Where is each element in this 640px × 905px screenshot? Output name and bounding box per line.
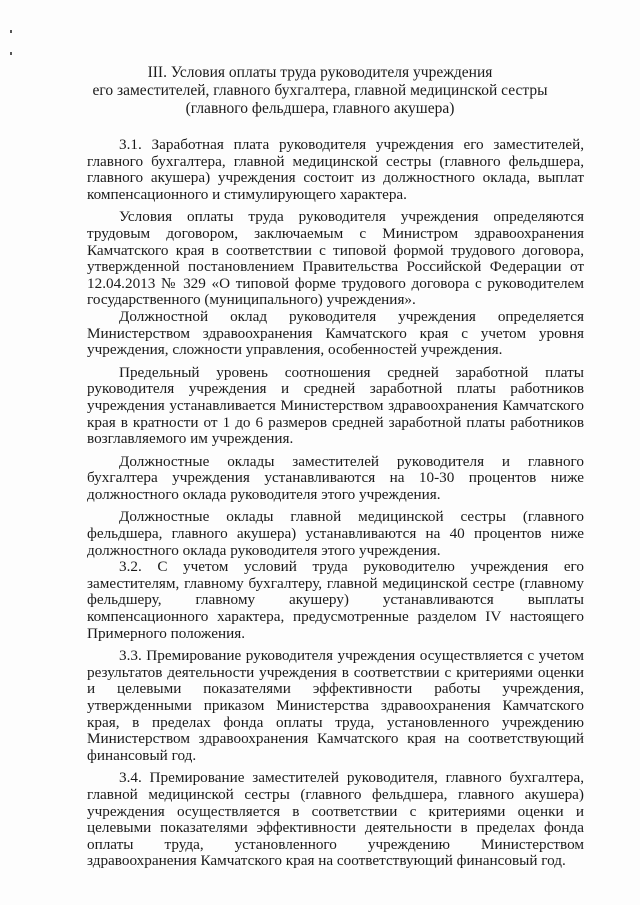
scan-speck [10,52,12,55]
document-body [87,137,584,870]
paragraph-salary-ratio: Предельный уровень соотношения средней заработной платы руководителя учреждения и средней заработной платы работников учреждения устанавливается Министерством здравоохранения Камчатского края в кратности от 1 до 6 размеров средней заработной платы работников возглавляемого им учреждения. [87,363,584,448]
paragraph-3-2: 3.2. С учетом условий труда руководителю учреждения его заместителям, главному бухгалтеру, главной медицинской сестре (главному фельдшеру, главному акушеру) устанавливаются выплаты компенсационного характера, предусмотренные разделом IV настоящего Примерного положения. [87,558,584,642]
section-heading-line: его заместителей, главного бухгалтера, главной медицинской сестры [92,82,548,99]
scan-speck [10,30,12,33]
paragraph-3-4: 3.4. Премирование заместителей руководителя, главного бухгалтера, главной медицинской сестры (главного фельдшера, главного акушера) учреждения осуществляется в соответствии с критериями оценки и целевыми показателями эффективности деятельности в пределах фонда оплаты труда, установленного учреждению Министерством здравоохранения Камчатского края на соответствующий финансовый год. [87,769,584,870]
paragraph-nurse-salary: Должностные оклады главной медицинской сестры (главного фельдшера, главного акушера) устанавливаются на 40 процентов ниже должностного оклада руководителя этого учреждения. [87,508,584,559]
section-heading [70,64,570,118]
paragraph-3-3: 3.3. Премирование руководителя учреждения осуществляется с учетом результатов деятельности учреждения в соответствии с критериями оценки и целевыми показателями эффективности работы учреждения, утвержденными приказом Министерства здравоохранения Камчатского края, в пределах фонда оплаты труда, установленного учреждению Министерством здравоохранения Камчатского края на соответствующий финансовый год. [87,647,584,764]
paragraph-deputy-salaries: Должностные оклады заместителей руководителя и главного бухгалтера учреждения устанавливаются на 10-30 процентов ниже должностного оклада руководителя этого учреждения. [87,452,584,503]
section-heading-line: (главного фельдшера, главного акушера) [185,100,455,117]
paragraph-official-salary: Должностной оклад руководителя учреждения определяется Министерством здравоохранения Камчатского края с учетом уровня учреждения, сложности управления, особенностей учреждения. [87,307,584,359]
paragraph-labor-conditions: Условия оплаты труда руководителя учреждения определяются трудовым договором, заключаемым с Министром здравоохранения Камчатского края в соответствии с типовой формой трудового договора, утвержденной постановлением Правительства Российской Федерации от 12.04.2013 № 329 «О типовой форме трудового договора с руководителем государственного (муниципального) учреждения». [87,208,584,309]
paragraph-3-1: 3.1. Заработная плата руководителя учреждения его заместителей, главного бухгалтера, главной медицинской сестры (главного фельдшера, главного акушера) учреждения состоит из должностного оклада, выплат компенсационного и стимулирующего характера. [87,136,584,203]
section-heading-line: III. Условия оплаты труда руководителя учреждения [147,64,493,81]
